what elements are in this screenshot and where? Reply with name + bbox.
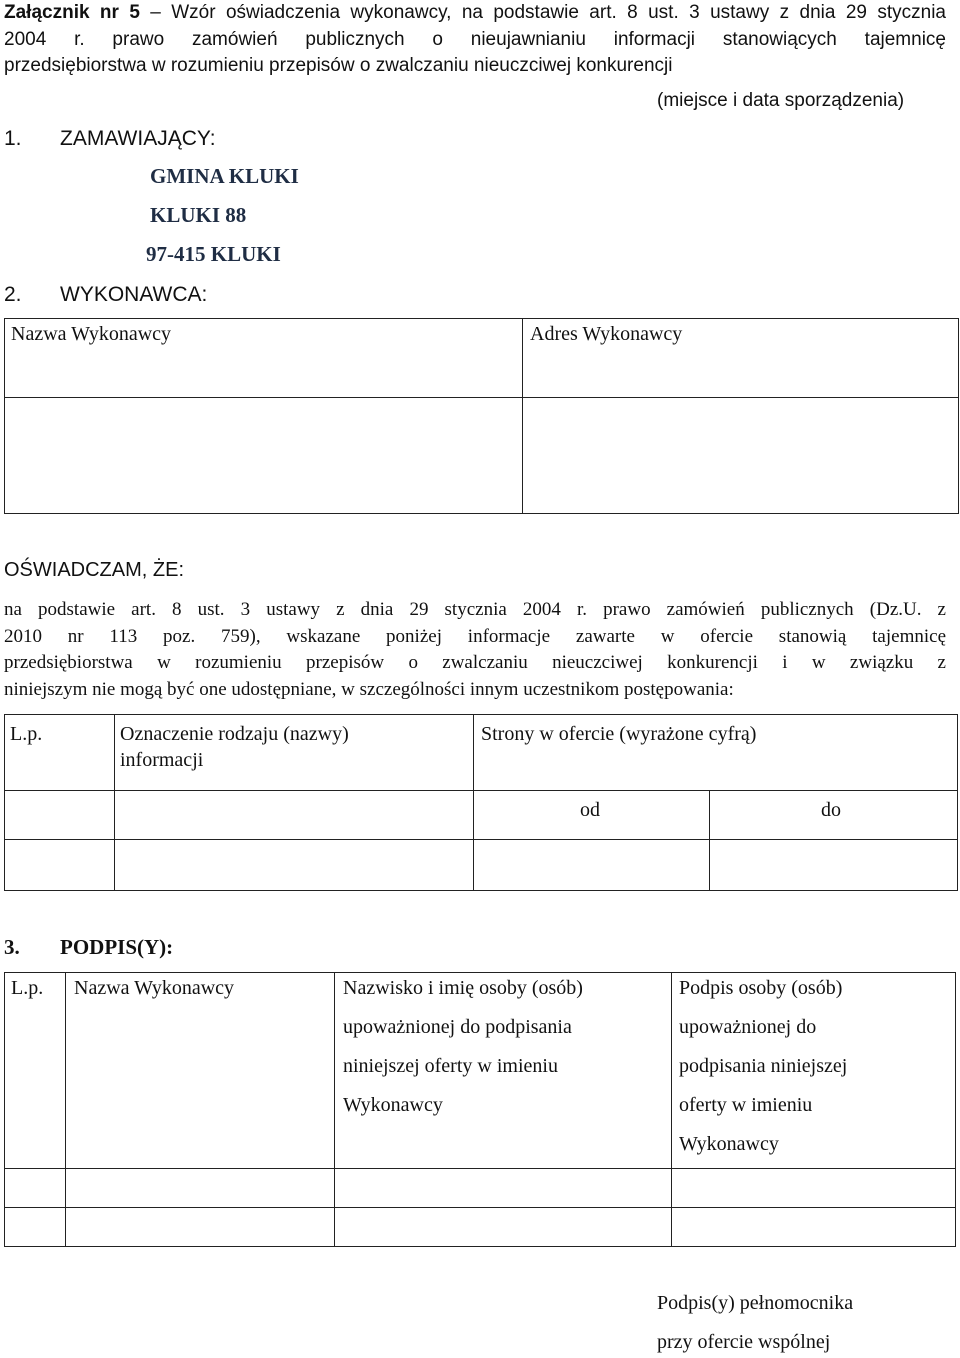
paragraph-line: niniejszym nie mogą być one udostępniane, w szczególności innym uczestnikom postępowania: xyxy=(4,678,734,700)
sig-table-nazwa-header xyxy=(65,972,335,1169)
sig-table-podpis-header xyxy=(671,972,956,1169)
column-header: informacji xyxy=(120,749,204,771)
column-header: Strony w ofercie (wyrażone cyfrą) xyxy=(481,723,757,745)
info-table-do-header xyxy=(709,790,958,840)
column-header: L.p. xyxy=(11,977,44,999)
wykonawca-address-header-cell xyxy=(522,318,959,398)
section-number: 3. xyxy=(4,935,20,959)
column-header: do xyxy=(821,799,841,821)
sig-table-cell[interactable] xyxy=(334,1168,672,1208)
address-line-3: 97-415 KLUKI xyxy=(146,242,281,266)
sig-table-cell[interactable] xyxy=(4,1168,66,1208)
sig-table-cell[interactable] xyxy=(65,1207,335,1247)
info-table-oznaczenie-header xyxy=(114,714,474,791)
declaration-heading: OŚWIADCZAM, ŻE: xyxy=(4,559,184,581)
header-title-start: – Wzór oświadczenia wykonawcy, na podstawie art. 8 ust. 3 ustawy z dnia 29 stycznia xyxy=(139,2,946,23)
info-table-lp-header xyxy=(4,714,115,791)
header-line-2: 2004 r. prawo zamówień publicznych o nieujawnianiu informacji stanowiących tajemnicę xyxy=(4,28,946,50)
section-label: WYKONAWCA: xyxy=(60,283,208,306)
info-table-strony-header xyxy=(473,714,958,791)
column-header: Adres Wykonawcy xyxy=(530,323,683,345)
place-and-date-label: (miejsce i data sporządzenia) xyxy=(657,90,905,111)
section-podpisy xyxy=(4,935,173,960)
section-zamawiajacy xyxy=(4,127,216,151)
column-header: Podpis osoby (osób) xyxy=(679,977,843,999)
column-header: Oznaczenie rodzaju (nazwy) xyxy=(120,723,349,745)
declaration-paragraph xyxy=(4,597,946,703)
paragraph-line: na podstawie art. 8 ust. 3 ustawy z dnia 29 stycznia 2004 r. prawo zamówień publicznych (Dz.U. z xyxy=(4,599,946,620)
info-table-oznaczenie-input[interactable] xyxy=(114,839,474,891)
column-header: Nazwisko i imię osoby (osób) xyxy=(343,977,583,999)
sig-table-cell[interactable] xyxy=(671,1207,956,1247)
sig-table-cell[interactable] xyxy=(671,1168,956,1208)
address-line-1: GMINA KLUKI xyxy=(150,164,299,188)
column-header: Nazwa Wykonawcy xyxy=(74,977,235,999)
section-number: 1. xyxy=(4,127,22,150)
address-line-2: KLUKI 88 xyxy=(150,203,247,227)
document-header xyxy=(4,0,946,80)
sig-table-cell[interactable] xyxy=(4,1207,66,1247)
section-number: 2. xyxy=(4,283,22,306)
column-header: upoważnionej do xyxy=(679,1016,817,1038)
column-header: Wykonawcy xyxy=(343,1094,443,1116)
proxy-signature-label: Podpis(y) pełnomocnika xyxy=(657,1292,854,1314)
info-table-do-input[interactable] xyxy=(709,839,958,891)
info-table-od-header xyxy=(473,790,710,840)
info-table-lp-input[interactable] xyxy=(4,839,115,891)
info-table-cell xyxy=(4,790,115,840)
section-label: PODPIS(Y): xyxy=(60,935,174,959)
sig-table-cell[interactable] xyxy=(65,1168,335,1208)
column-header: L.p. xyxy=(10,723,43,745)
header-line-3: przedsiębiorstwa w rozumieniu przepisów o zwalczaniu nieuczciwej konkurencji xyxy=(4,55,673,76)
header-line-1 xyxy=(4,0,946,27)
wykonawca-name-input-cell[interactable] xyxy=(4,397,523,514)
paragraph-line: 2010 nr 113 poz. 759), wskazane poniżej informacje zawarte w ofercie stanowią tajemnicę xyxy=(4,625,946,647)
column-header: Wykonawcy xyxy=(679,1133,779,1155)
wykonawca-address-input-cell[interactable] xyxy=(522,397,959,514)
info-table-cell xyxy=(114,790,474,840)
paragraph-line: przedsiębiorstwa w rozumieniu przepisów o zwalczaniu nieuczciwej konkurencji i w związku z xyxy=(4,652,946,673)
column-header: oferty w imieniu xyxy=(679,1094,813,1116)
column-header: podpisania niniejszej xyxy=(679,1055,848,1077)
proxy-signature-label: przy ofercie wspólnej xyxy=(657,1331,831,1353)
sig-table-lp-header xyxy=(4,972,66,1169)
wykonawca-name-header-cell xyxy=(4,318,523,398)
column-header: niniejszej oferty w imieniu xyxy=(343,1055,558,1077)
column-header: upoważnionej do podpisania xyxy=(343,1016,572,1038)
info-table-od-input[interactable] xyxy=(473,839,710,891)
column-header: Nazwa Wykonawcy xyxy=(11,323,172,345)
column-header: od xyxy=(580,799,600,821)
section-label: ZAMAWIAJĄCY: xyxy=(60,127,216,150)
section-wykonawca xyxy=(4,283,207,307)
sig-table-nazwisko-header xyxy=(334,972,672,1169)
attachment-number: Załącznik nr 5 xyxy=(4,2,140,23)
sig-table-cell[interactable] xyxy=(334,1207,672,1247)
